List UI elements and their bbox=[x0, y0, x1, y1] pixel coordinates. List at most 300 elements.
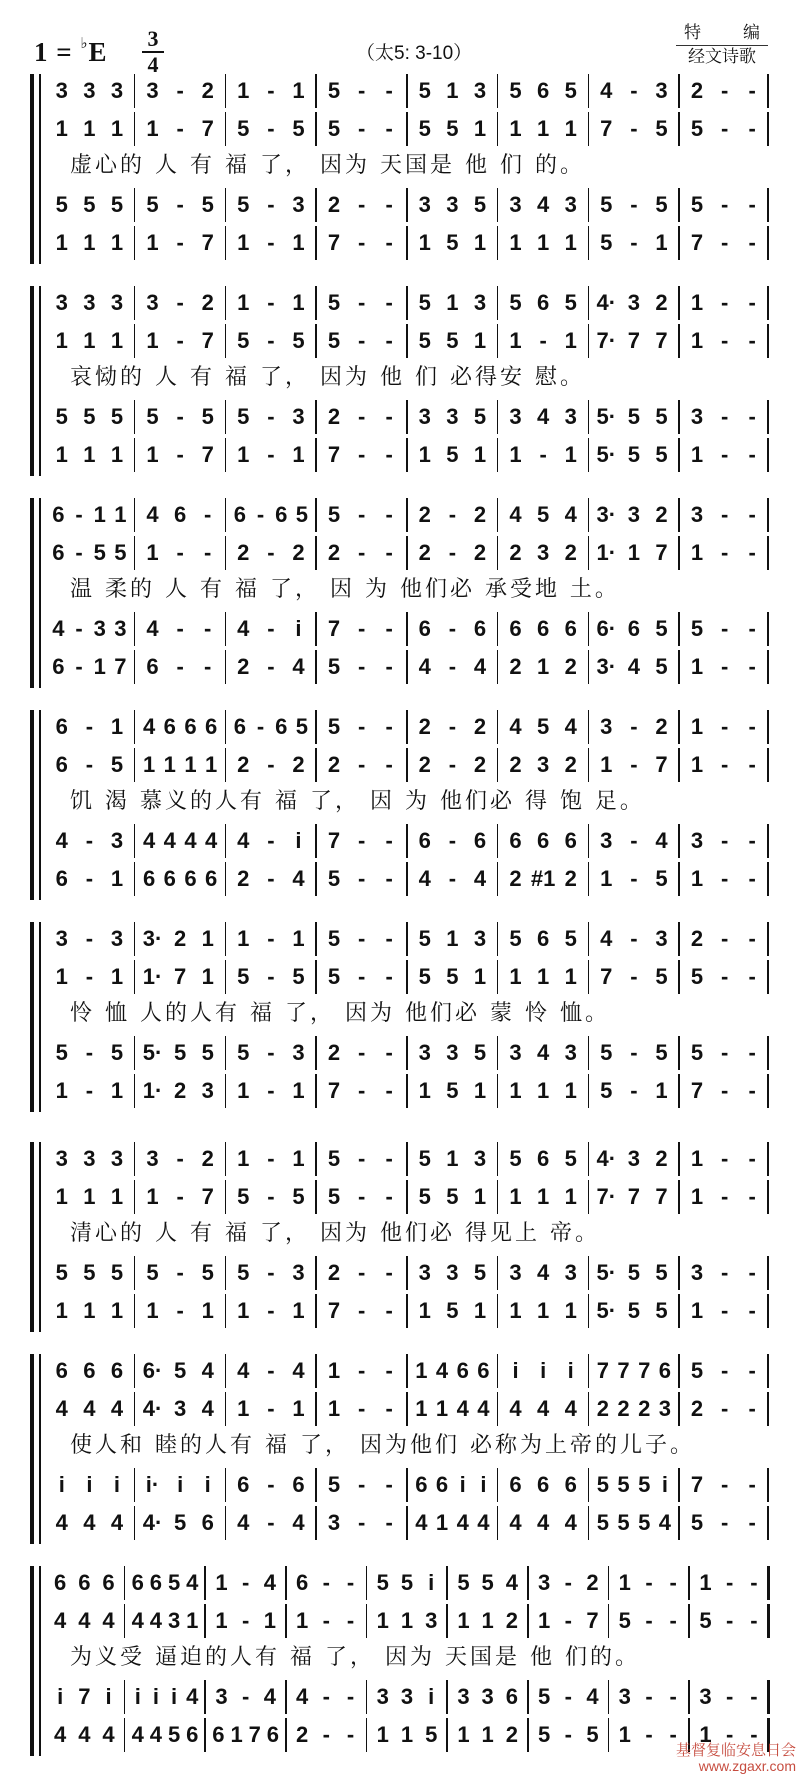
note: 3 bbox=[627, 1146, 640, 1171]
dash-extend: - bbox=[645, 1722, 653, 1747]
lyric-line: 为义受 逼迫的人有 福 了， 因为 天国是 他 们的。 bbox=[70, 1645, 640, 1670]
note: 1 bbox=[146, 116, 159, 141]
dash-extend: - bbox=[322, 1722, 330, 1747]
note: 3 bbox=[292, 1260, 305, 1285]
dash-extend: - bbox=[357, 1184, 366, 1209]
dash-extend: - bbox=[267, 442, 275, 467]
note: 5 bbox=[93, 540, 106, 565]
note: 3 bbox=[146, 78, 159, 103]
note: 3 bbox=[110, 1146, 124, 1171]
note: 6 bbox=[52, 502, 65, 527]
dash-extend: - bbox=[357, 1298, 366, 1323]
note: 4 bbox=[55, 1396, 68, 1421]
dash-extend: - bbox=[385, 116, 393, 141]
barline bbox=[767, 710, 769, 744]
note: i bbox=[58, 1472, 65, 1497]
barline bbox=[767, 226, 769, 260]
note: 5 bbox=[627, 1298, 640, 1323]
dash-extend: - bbox=[748, 78, 756, 103]
dash-extend: - bbox=[564, 1608, 572, 1633]
dash-extend: - bbox=[385, 442, 393, 467]
dash-extend: - bbox=[357, 230, 366, 255]
note: 5· bbox=[596, 1298, 617, 1323]
note: 4 bbox=[509, 502, 522, 527]
note: i bbox=[428, 1684, 435, 1709]
note: 1 bbox=[690, 540, 704, 565]
dash-extend: - bbox=[725, 1722, 734, 1747]
note: 5 bbox=[327, 328, 341, 353]
note: i bbox=[86, 1472, 93, 1497]
note: 5 bbox=[327, 714, 341, 739]
dash-extend: - bbox=[720, 752, 729, 777]
note: 3 bbox=[658, 1396, 672, 1421]
note: 2 bbox=[509, 866, 522, 891]
note: 3 bbox=[55, 1146, 68, 1171]
note: 6 bbox=[55, 866, 68, 891]
note: 5 bbox=[201, 1260, 214, 1285]
note: 3 bbox=[146, 290, 159, 315]
note: 5 bbox=[327, 926, 341, 951]
dash-extend: - bbox=[720, 926, 729, 951]
note: 1 bbox=[655, 230, 668, 255]
note: 2 bbox=[327, 1040, 341, 1065]
barline bbox=[767, 748, 769, 782]
dash-extend: - bbox=[75, 654, 83, 679]
note: 1 bbox=[564, 1078, 577, 1103]
note: 1 bbox=[699, 1722, 712, 1747]
note: 6 bbox=[537, 1146, 550, 1171]
note: 6 bbox=[564, 616, 577, 641]
barline bbox=[767, 498, 769, 532]
note: 2 bbox=[174, 1078, 187, 1103]
note: 5 bbox=[627, 442, 640, 467]
dash-extend: - bbox=[176, 1146, 184, 1171]
note: 4 bbox=[237, 616, 250, 641]
note: 4 bbox=[78, 1722, 91, 1747]
note: 1 bbox=[509, 442, 522, 467]
note: 1 bbox=[537, 230, 550, 255]
dash-extend: - bbox=[448, 866, 457, 891]
note: 5 bbox=[83, 404, 96, 429]
note: 6 bbox=[275, 502, 288, 527]
note: 3 bbox=[690, 828, 704, 853]
arranger-source: 经文诗歌 bbox=[688, 47, 756, 67]
note: 4 bbox=[142, 828, 156, 853]
note: 4 bbox=[292, 1510, 305, 1535]
voice-row bbox=[44, 1720, 770, 1750]
note: 7 bbox=[114, 654, 127, 679]
note: 6 bbox=[473, 828, 487, 853]
note: 1 bbox=[446, 926, 459, 951]
note: 6 bbox=[415, 1472, 428, 1497]
note: 5 bbox=[564, 78, 577, 103]
note: 1 bbox=[215, 1608, 228, 1633]
dash-extend: - bbox=[385, 502, 393, 527]
note: 1 bbox=[376, 1722, 389, 1747]
note: 5 bbox=[564, 1146, 577, 1171]
dash-extend: - bbox=[748, 1040, 756, 1065]
dash-extend: - bbox=[385, 328, 393, 353]
note: 4 bbox=[55, 1510, 68, 1535]
note: 1 bbox=[564, 328, 577, 353]
dash-extend: - bbox=[267, 616, 275, 641]
note: 1 bbox=[237, 1146, 250, 1171]
dash-extend: - bbox=[748, 828, 756, 853]
arranger-name: 特 编 bbox=[676, 22, 768, 46]
voice-row bbox=[44, 538, 770, 568]
note: 7 bbox=[617, 1358, 630, 1383]
note: 7 bbox=[174, 964, 187, 989]
note: 3 bbox=[690, 404, 704, 429]
note: 4· bbox=[596, 290, 617, 315]
dash-extend: - bbox=[630, 192, 638, 217]
system-bracket bbox=[30, 922, 34, 1112]
note: 7 bbox=[655, 1184, 668, 1209]
note: 4 bbox=[473, 654, 487, 679]
dash-extend: - bbox=[385, 1146, 393, 1171]
note: 4 bbox=[52, 616, 65, 641]
note: 1 bbox=[600, 752, 613, 777]
note: 3 bbox=[655, 926, 668, 951]
note: 4 bbox=[509, 1396, 522, 1421]
note: 3 bbox=[564, 192, 577, 217]
note: 5 bbox=[146, 404, 159, 429]
dash-extend: - bbox=[176, 540, 184, 565]
note: 1 bbox=[292, 442, 305, 467]
note: 5 bbox=[690, 192, 704, 217]
dash-extend: - bbox=[256, 502, 265, 527]
note: 2 bbox=[596, 1396, 609, 1421]
note: 1 bbox=[415, 1396, 428, 1421]
dash-extend: - bbox=[448, 540, 457, 565]
flat-sign: ♭ bbox=[80, 36, 89, 52]
dash-extend: - bbox=[176, 116, 184, 141]
note: 5 bbox=[600, 230, 613, 255]
note: 1 bbox=[600, 866, 613, 891]
note: 5 bbox=[292, 116, 305, 141]
note: 6 bbox=[418, 616, 431, 641]
note: 3 bbox=[292, 1040, 305, 1065]
note: 7 bbox=[586, 1608, 599, 1633]
note: 4 bbox=[131, 1722, 144, 1747]
barline bbox=[767, 536, 769, 570]
barline bbox=[767, 1604, 770, 1638]
barline bbox=[767, 922, 769, 956]
note: 6 bbox=[537, 828, 550, 853]
time-bottom: 4 bbox=[147, 52, 159, 77]
dash-extend: - bbox=[267, 78, 275, 103]
note: 5 bbox=[237, 116, 250, 141]
system-bracket-thin bbox=[39, 286, 41, 476]
note: 5 bbox=[473, 1040, 487, 1065]
note: 5 bbox=[596, 1472, 609, 1497]
dash-extend: - bbox=[748, 540, 756, 565]
note: 1 bbox=[473, 442, 487, 467]
note: 6 bbox=[564, 1472, 577, 1497]
note: 6 bbox=[509, 616, 522, 641]
dash-extend: - bbox=[267, 540, 275, 565]
note: 3 bbox=[473, 290, 487, 315]
dash-extend: - bbox=[385, 1472, 393, 1497]
note: 4 bbox=[201, 1396, 214, 1421]
note: 7 bbox=[600, 116, 613, 141]
note: 6 bbox=[275, 714, 288, 739]
note: 2 bbox=[473, 714, 487, 739]
note: 4 bbox=[564, 1396, 577, 1421]
key-signature bbox=[34, 34, 107, 68]
note: 2 bbox=[617, 1396, 630, 1421]
note: 1 bbox=[473, 1078, 487, 1103]
note: 4 bbox=[473, 866, 487, 891]
barline bbox=[767, 1036, 769, 1070]
note: 1 bbox=[457, 1608, 470, 1633]
dash-extend: - bbox=[720, 1510, 729, 1535]
score-system bbox=[30, 1346, 770, 1546]
note: 6 bbox=[55, 714, 68, 739]
dash-extend: - bbox=[720, 192, 729, 217]
note: 6 bbox=[537, 926, 550, 951]
system-bracket bbox=[30, 286, 34, 476]
note: 6 bbox=[537, 616, 550, 641]
voice-row bbox=[44, 864, 770, 894]
dash-extend: - bbox=[267, 290, 275, 315]
note: 3 bbox=[146, 1146, 159, 1171]
dash-extend: - bbox=[75, 502, 83, 527]
note: 4 bbox=[205, 828, 218, 853]
note: 1 bbox=[509, 964, 522, 989]
note: 1 bbox=[146, 442, 159, 467]
dash-extend: - bbox=[385, 752, 393, 777]
note: 3 bbox=[509, 1040, 522, 1065]
note: 5 bbox=[237, 192, 250, 217]
note: 6 bbox=[146, 654, 159, 679]
dash-extend: - bbox=[357, 1472, 366, 1497]
note: 4 bbox=[263, 1684, 276, 1709]
dash-extend: - bbox=[357, 404, 366, 429]
note: 3 bbox=[627, 290, 640, 315]
note: 3 bbox=[446, 192, 459, 217]
note: 5 bbox=[237, 328, 250, 353]
dash-extend: - bbox=[669, 1684, 677, 1709]
dash-extend: - bbox=[720, 828, 729, 853]
dash-extend: - bbox=[669, 1570, 677, 1595]
note: 1 bbox=[690, 1146, 704, 1171]
dash-extend: - bbox=[176, 1260, 184, 1285]
note: 3 bbox=[110, 926, 124, 951]
note: 1 bbox=[537, 1298, 550, 1323]
dash-extend: - bbox=[748, 1510, 756, 1535]
score-system bbox=[30, 278, 770, 478]
barline bbox=[767, 188, 769, 222]
note: 5 bbox=[446, 1078, 459, 1103]
note: 5 bbox=[473, 192, 487, 217]
note: 5 bbox=[655, 1040, 668, 1065]
dash-extend: - bbox=[448, 752, 457, 777]
note: 6 bbox=[435, 1472, 449, 1497]
note: 7 bbox=[78, 1684, 91, 1709]
note: 1 bbox=[55, 230, 68, 255]
dash-extend: - bbox=[176, 230, 184, 255]
note: 4· bbox=[142, 1396, 163, 1421]
dash-extend: - bbox=[630, 714, 638, 739]
score-system bbox=[30, 1134, 770, 1334]
note: 3 bbox=[83, 78, 96, 103]
note: 3 bbox=[292, 192, 305, 217]
dash-extend: - bbox=[322, 1684, 330, 1709]
note: 5 bbox=[418, 328, 431, 353]
barline bbox=[767, 1680, 770, 1714]
note: 2 bbox=[505, 1608, 518, 1633]
note: 1 bbox=[446, 78, 459, 103]
dash-extend: - bbox=[75, 616, 83, 641]
note: 5 bbox=[600, 1078, 613, 1103]
dash-extend: - bbox=[720, 1396, 729, 1421]
note: 1 bbox=[83, 442, 96, 467]
note: 1 bbox=[83, 1298, 96, 1323]
barline bbox=[767, 1506, 769, 1540]
dash-extend: - bbox=[385, 828, 393, 853]
note: 1 bbox=[537, 1608, 551, 1633]
note: 6 bbox=[266, 1722, 280, 1747]
note: i bbox=[661, 1472, 668, 1497]
note: 5 bbox=[586, 1722, 599, 1747]
note: 1 bbox=[690, 714, 704, 739]
dash-extend: - bbox=[267, 328, 275, 353]
note: 6 bbox=[78, 1570, 91, 1595]
note: 5 bbox=[327, 290, 341, 315]
note: 4 bbox=[509, 714, 522, 739]
dash-extend: - bbox=[720, 116, 729, 141]
note: 6 bbox=[564, 828, 577, 853]
note: 7 bbox=[201, 328, 214, 353]
note: 2 bbox=[201, 78, 214, 103]
dash-extend: - bbox=[241, 1684, 250, 1709]
voice-row bbox=[44, 614, 770, 644]
dash-extend: - bbox=[630, 964, 638, 989]
note: 5 bbox=[596, 1510, 609, 1535]
dash-extend: - bbox=[720, 540, 729, 565]
dash-extend: - bbox=[645, 1570, 653, 1595]
note: 5 bbox=[446, 116, 459, 141]
note: 5 bbox=[425, 1722, 438, 1747]
lyric-line: 怜 恤 人的人有 福 了， 因为 他们必 蒙 怜 恤。 bbox=[70, 1001, 610, 1026]
dash-extend: - bbox=[645, 1608, 653, 1633]
note: 2 bbox=[505, 1722, 518, 1747]
note: 5 bbox=[690, 964, 704, 989]
note: 3 bbox=[564, 404, 577, 429]
dash-extend: - bbox=[720, 328, 729, 353]
dash-extend: - bbox=[267, 404, 275, 429]
dash-extend: - bbox=[669, 1608, 677, 1633]
note: 6 bbox=[184, 866, 197, 891]
note: 6 bbox=[52, 540, 65, 565]
note: 1 bbox=[509, 328, 522, 353]
note: 1 bbox=[110, 328, 124, 353]
note: 1 bbox=[184, 752, 197, 777]
note: 3 bbox=[55, 290, 68, 315]
note: 4 bbox=[237, 1358, 250, 1383]
watermark bbox=[676, 1742, 796, 1774]
note: 7 bbox=[327, 442, 341, 467]
dash-extend: - bbox=[748, 502, 756, 527]
note: 5 bbox=[237, 964, 250, 989]
note: 2 bbox=[327, 404, 341, 429]
note: 6 bbox=[205, 866, 218, 891]
note: 4 bbox=[55, 828, 68, 853]
note: 5 bbox=[327, 502, 341, 527]
dash-extend: - bbox=[748, 1146, 756, 1171]
dash-extend: - bbox=[385, 290, 393, 315]
dash-extend: - bbox=[267, 1472, 275, 1497]
note: 3 bbox=[110, 828, 124, 853]
dash-extend: - bbox=[720, 230, 729, 255]
note: 4 bbox=[509, 1510, 522, 1535]
note: 5· bbox=[596, 404, 617, 429]
barline bbox=[767, 112, 769, 146]
note: 5 bbox=[237, 404, 250, 429]
note: 5 bbox=[327, 1184, 341, 1209]
note: 5 bbox=[201, 404, 214, 429]
note: 6 bbox=[163, 866, 176, 891]
note: 4 bbox=[142, 714, 156, 739]
note: 1 bbox=[110, 230, 124, 255]
dash-extend: - bbox=[267, 828, 275, 853]
voice-row bbox=[44, 402, 770, 432]
note: 4 bbox=[600, 926, 613, 951]
dash-extend: - bbox=[85, 1040, 94, 1065]
note: 5 bbox=[114, 540, 127, 565]
note: 5 bbox=[473, 404, 487, 429]
dash-extend: - bbox=[748, 964, 756, 989]
note: 4 bbox=[149, 1608, 163, 1633]
note: 5 bbox=[201, 1040, 214, 1065]
system-bracket-thin bbox=[39, 1142, 41, 1332]
note: 1 bbox=[55, 116, 68, 141]
note: 5 bbox=[655, 192, 668, 217]
note: 5 bbox=[327, 654, 341, 679]
dash-extend: - bbox=[176, 328, 184, 353]
dash-extend: - bbox=[630, 866, 638, 891]
note: 5· bbox=[596, 442, 617, 467]
note: 1 bbox=[237, 290, 250, 315]
note: 3 bbox=[418, 1040, 431, 1065]
note: 1 bbox=[142, 752, 156, 777]
voice-row bbox=[44, 1258, 770, 1288]
dash-extend: - bbox=[357, 442, 366, 467]
note: 6 bbox=[505, 1684, 518, 1709]
note: 4 bbox=[149, 1722, 163, 1747]
note: 1 bbox=[292, 78, 305, 103]
note: 6 bbox=[102, 1570, 115, 1595]
dash-extend: - bbox=[564, 1684, 572, 1709]
dash-extend: - bbox=[385, 926, 393, 951]
note: 4 bbox=[54, 1608, 67, 1633]
note: 5 bbox=[690, 1510, 704, 1535]
dash-extend: - bbox=[720, 404, 729, 429]
dash-extend: - bbox=[176, 290, 184, 315]
dash-extend: - bbox=[385, 654, 393, 679]
note: 1 bbox=[292, 1078, 305, 1103]
note: 6 bbox=[233, 502, 246, 527]
dash-extend: - bbox=[385, 1260, 393, 1285]
note: 3 bbox=[55, 78, 68, 103]
note: 3 bbox=[167, 1608, 181, 1633]
note: 1 bbox=[509, 1298, 522, 1323]
voice-row bbox=[44, 1508, 770, 1538]
note: 1 bbox=[435, 1396, 449, 1421]
dash-extend: - bbox=[750, 1608, 758, 1633]
dash-extend: - bbox=[748, 714, 756, 739]
